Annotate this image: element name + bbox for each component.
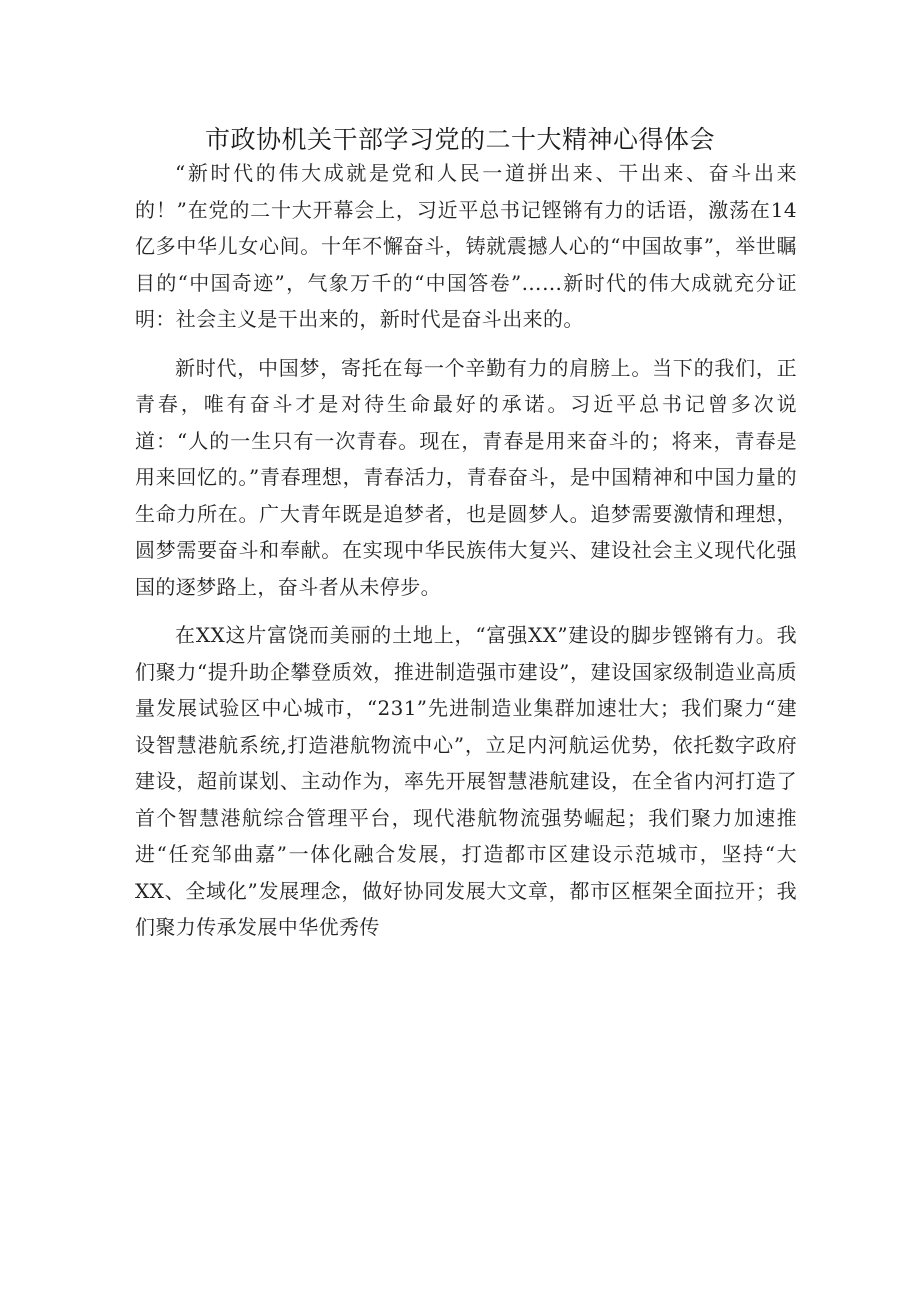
paragraph-3: 在XX这片富饶而美丽的土地上，“富强XX”建设的脚步铿锵有力。我们聚力“提升助企攀登质效，推进制造强市建设”，建设国家级制造业高质量发展试验区中心城市，“231”先进制造业集群加速壮大；我们聚力“建设智慧港航系统,打造港航物流中心”，立足内河航运优势，依托数字政府建设，超前谋划、主动作为，率先开展智慧港航建设，在全省内河打造了首个智慧港航综合管理平台，现代港航物流强势崛起；我们聚力加速推进“任兖邹曲嘉”一体化融合发展，打造都市区建设示范城市，坚持“大XX、全域化”发展理念，做好协同发展大文章，都市区框架全面拉开；我们聚力传承发展中华优秀传 bbox=[135, 623, 797, 939]
paragraph-1: “新时代的伟大成就是党和人民一道拼出来、干出来、奋斗出来的！”在党的二十大开幕会上，习近平总书记铿锵有力的话语，激荡在14亿多中华儿女心间。十年不懈奋斗，铸就震撼人心的“中国故事”，举世瞩目的“中国奇迹”，气象万千的“中国答卷”……新时代的伟大成就充分证明：社会主义是干出来的，新时代是奋斗出来的。 bbox=[135, 161, 797, 331]
paragraph-2: 新时代，中国梦，寄托在每一个辛勤有力的肩膀上。当下的我们，正青春，唯有奋斗才是对待生命最好的承诺。习近平总书记曾多次说道：“人的一生只有一次青春。现在，青春是用来奋斗的；将来，青春是用来回忆的。”青春理想，青春活力，青春奋斗，是中国精神和中国力量的生命力所在。广大青年既是追梦者，也是圆梦人。追梦需要激情和理想，圆梦需要奋斗和奉献。在实现中华民族伟大复兴、建设社会主义现代化强国的逐梦路上，奋斗者从未停步。 bbox=[135, 355, 797, 599]
document-body bbox=[135, 155, 797, 958]
document-title: 市政协机关干部学习党的二十大精神心得体会 bbox=[204, 125, 715, 154]
